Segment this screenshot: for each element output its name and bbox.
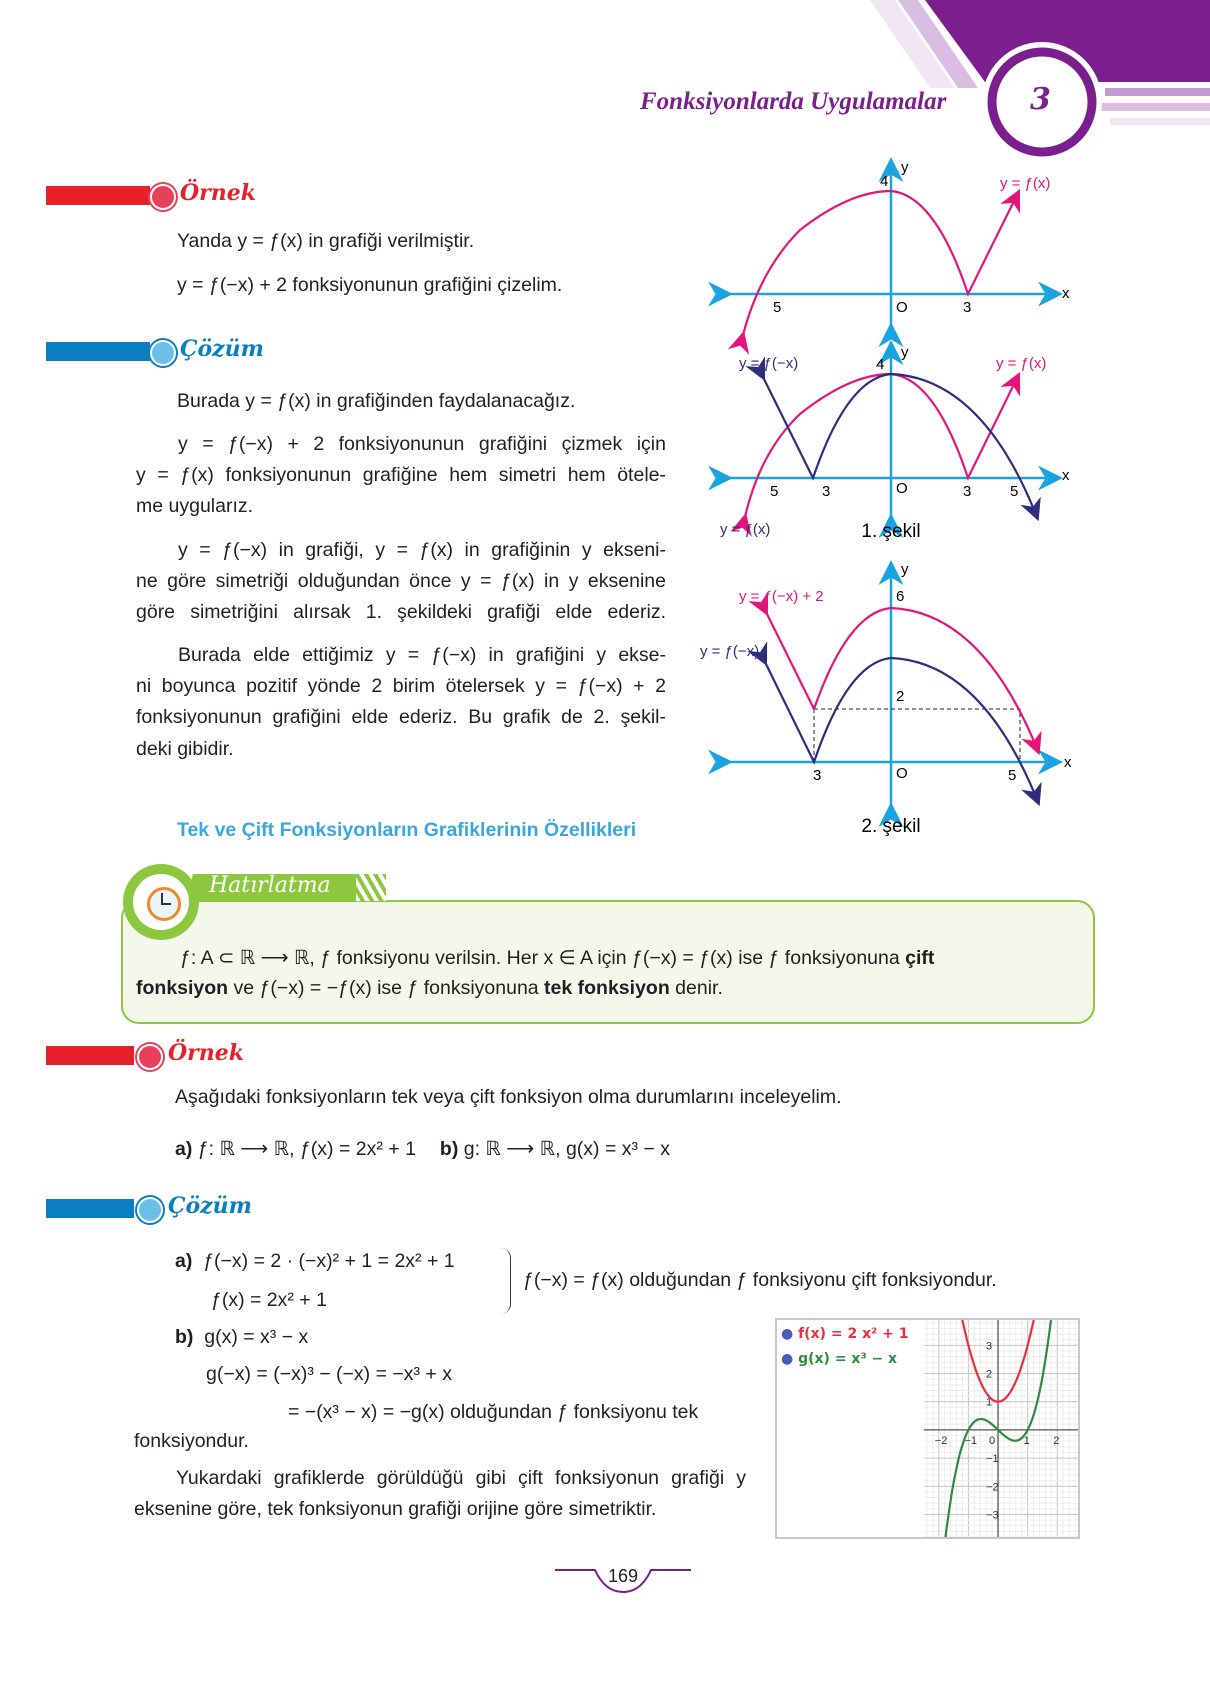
solution-text: Burada y = ƒ(x) in grafiğinden faydalanacağız. [177,390,576,412]
chapter-title: Fonksiyonlarda Uygulamalar [640,88,947,115]
solution-text: fonksiyonunun grafiğini elde ederiz. Bu grafik de 2. şekil- [136,706,666,728]
graph-label: 4 [876,356,885,373]
graph-label: 3 [813,767,822,784]
solution-text: y = ƒ(x) fonksiyonunun grafiğine hem simetri hem ötele- [136,464,666,486]
solution-bar [46,1199,134,1218]
reminder-text: ƒ: A ⊂ ℝ ⟶ ℝ, ƒ fonksiyonu verilsin. Her x ∈ A için ƒ(−x) = ƒ(x) ise ƒ fonksiyonuna çift [180,947,935,969]
graph-label: O [896,480,908,497]
plot-area [924,1320,1078,1537]
graph-label: 6 [896,588,905,605]
tick-label: 1 [1023,1434,1030,1447]
solution-text: fonksiyondur. [134,1430,249,1452]
solution-text: y = ƒ(−x) in grafiği, y = ƒ(x) in grafiğinin y ekseni- [178,539,666,561]
solution-text: = −(x³ − x) = −g(x) olduğundan ƒ fonksiyonu tek [288,1401,699,1423]
target-icon [137,1044,163,1070]
figure-2 [700,561,1072,837]
reminder-text: fonksiyon ve ƒ(−x) = −ƒ(x) ise ƒ fonksiyonuna tek fonksiyon denir. [136,977,723,999]
alarm-clock-icon [123,864,199,940]
tick-label: −2 [986,1481,999,1494]
graph-label: 5 [1008,767,1017,784]
figure-caption: 1. şekil [861,521,921,542]
axis-label: x [1062,285,1070,302]
solution-text: g(−x) = (−x)³ − (−x) = −x³ + x [206,1363,452,1385]
plot-legend [781,1326,909,1376]
tick-label: 3 [963,299,972,316]
unit-number: 3 [1030,82,1051,117]
tick-label: 3 [986,1340,993,1353]
solution-text: ne göre simetriği olduğundan önce y = ƒ(x) in y eksenine [136,570,666,592]
graph-label: y [901,561,909,578]
graph-label: 3 [822,483,831,500]
tick-label: 2 [1053,1434,1060,1447]
tick-label: 0 [989,1434,996,1447]
solution-text: ƒ(x) = 2x² + 1 [211,1289,327,1311]
graph-label: O [896,765,908,782]
solution-b: b) g(x) = x³ − x [175,1326,309,1348]
tick-label: 5 [773,299,782,316]
example-text: y = ƒ(−x) + 2 fonksiyonunun grafiğini çizelim. [177,274,563,296]
curve-label: y = ƒ(x) [720,521,771,538]
legend-item-f: ● f(x) = 2 x² + 1 [781,1326,909,1342]
function-plot [775,1318,1080,1539]
reminder-label: Hatırlatma [209,873,331,898]
curve-label: y = ƒ(−x) [700,643,760,660]
solution-text: göre simetriğini alırsak 1. şekildeki grafiği elde ederiz. [136,601,666,623]
figure-caption: 2. şekil [861,816,921,837]
solution-conclusion: ƒ(−x) = ƒ(x) olduğundan ƒ fonksiyonu çift fonksiyondur. [523,1269,997,1291]
tick-label: 2 [986,1368,993,1381]
solution-text: y = ƒ(−x) + 2 fonksiyonunun grafiğini çizmek için [178,433,666,455]
example-text: Aşağıdaki fonksiyonların tek veya çift fonksiyon olma durumlarını inceleyelim. [175,1086,842,1108]
example-label: Örnek [180,180,256,206]
graph-label: y [901,344,909,361]
summary-text: eksenine göre, tek fonksiyonun grafiği orijine göre simetriktir. [134,1498,657,1520]
curve-f [743,191,1018,335]
graph-label: 3 [963,483,972,500]
example-text: Yanda y = ƒ(x) in grafiği verilmiştir. [177,230,475,252]
curve-label: y = ƒ(x) [1000,175,1051,192]
figure-1 [720,344,1070,542]
graph-label: 5 [770,483,779,500]
graph-label: 2 [896,688,905,705]
section-heading: Tek ve Çift Fonksiyonların Grafiklerinin Özellikleri [177,819,637,841]
graph-label: x [1062,467,1070,484]
dashed-guide [814,709,1020,762]
graph-label: 5 [1010,483,1019,500]
target-icon [137,1197,163,1223]
tick-label: −3 [986,1509,999,1522]
brace [498,1248,511,1314]
stripes-decoration [356,874,386,901]
curve-f-neg-x-plus-2 [766,608,1038,751]
example-item-a: a) ƒ: ℝ ⟶ ℝ, ƒ(x) = 2x² + 1 [175,1138,416,1160]
axis-label: y [901,159,909,176]
figure-f-graph [728,159,1070,335]
example-bar [46,1046,134,1065]
legend-item-g: ● g(x) = x³ − x [781,1351,898,1367]
page-number: 169 [607,1566,639,1586]
solution-a: a) ƒ(−x) = 2 · (−x)² + 1 = 2x² + 1 [175,1250,455,1272]
summary-text: Yukardaki grafiklerde görüldüğü gibi çift fonksiyonun grafiği y [176,1467,746,1489]
tick-label: −1 [986,1453,999,1466]
tick-label: −2 [934,1434,948,1447]
curve-label: y = ƒ(x) [996,355,1047,372]
solution-text: me uygularız. [136,495,254,517]
solution-text: Burada elde ettiğimiz y = ƒ(−x) in grafiğini y ekse- [178,644,666,666]
tick-label: 4 [880,173,889,190]
solution-text: deki gibidir. [136,738,234,760]
example-items [175,1137,670,1161]
curve-label: y = ƒ(−x) [739,355,799,372]
example-label: Örnek [168,1040,244,1066]
curve-label: y = ƒ(−x) + 2 [739,588,824,605]
solution-label: Çözüm [168,1193,252,1219]
tick-label: −1 [964,1434,977,1447]
example-item-b: b) g: ℝ ⟶ ℝ, g(x) = x³ − x [439,1138,670,1160]
solution-label: Çözüm [180,336,264,362]
graph-label: x [1064,754,1072,771]
curve-f [745,374,1018,517]
solution-text: ni boyunca pozitif yönde 2 birim ötelersek y = ƒ(−x) + 2 [136,675,666,697]
tick-label: O [896,299,908,316]
tick-label: 1 [986,1396,993,1409]
